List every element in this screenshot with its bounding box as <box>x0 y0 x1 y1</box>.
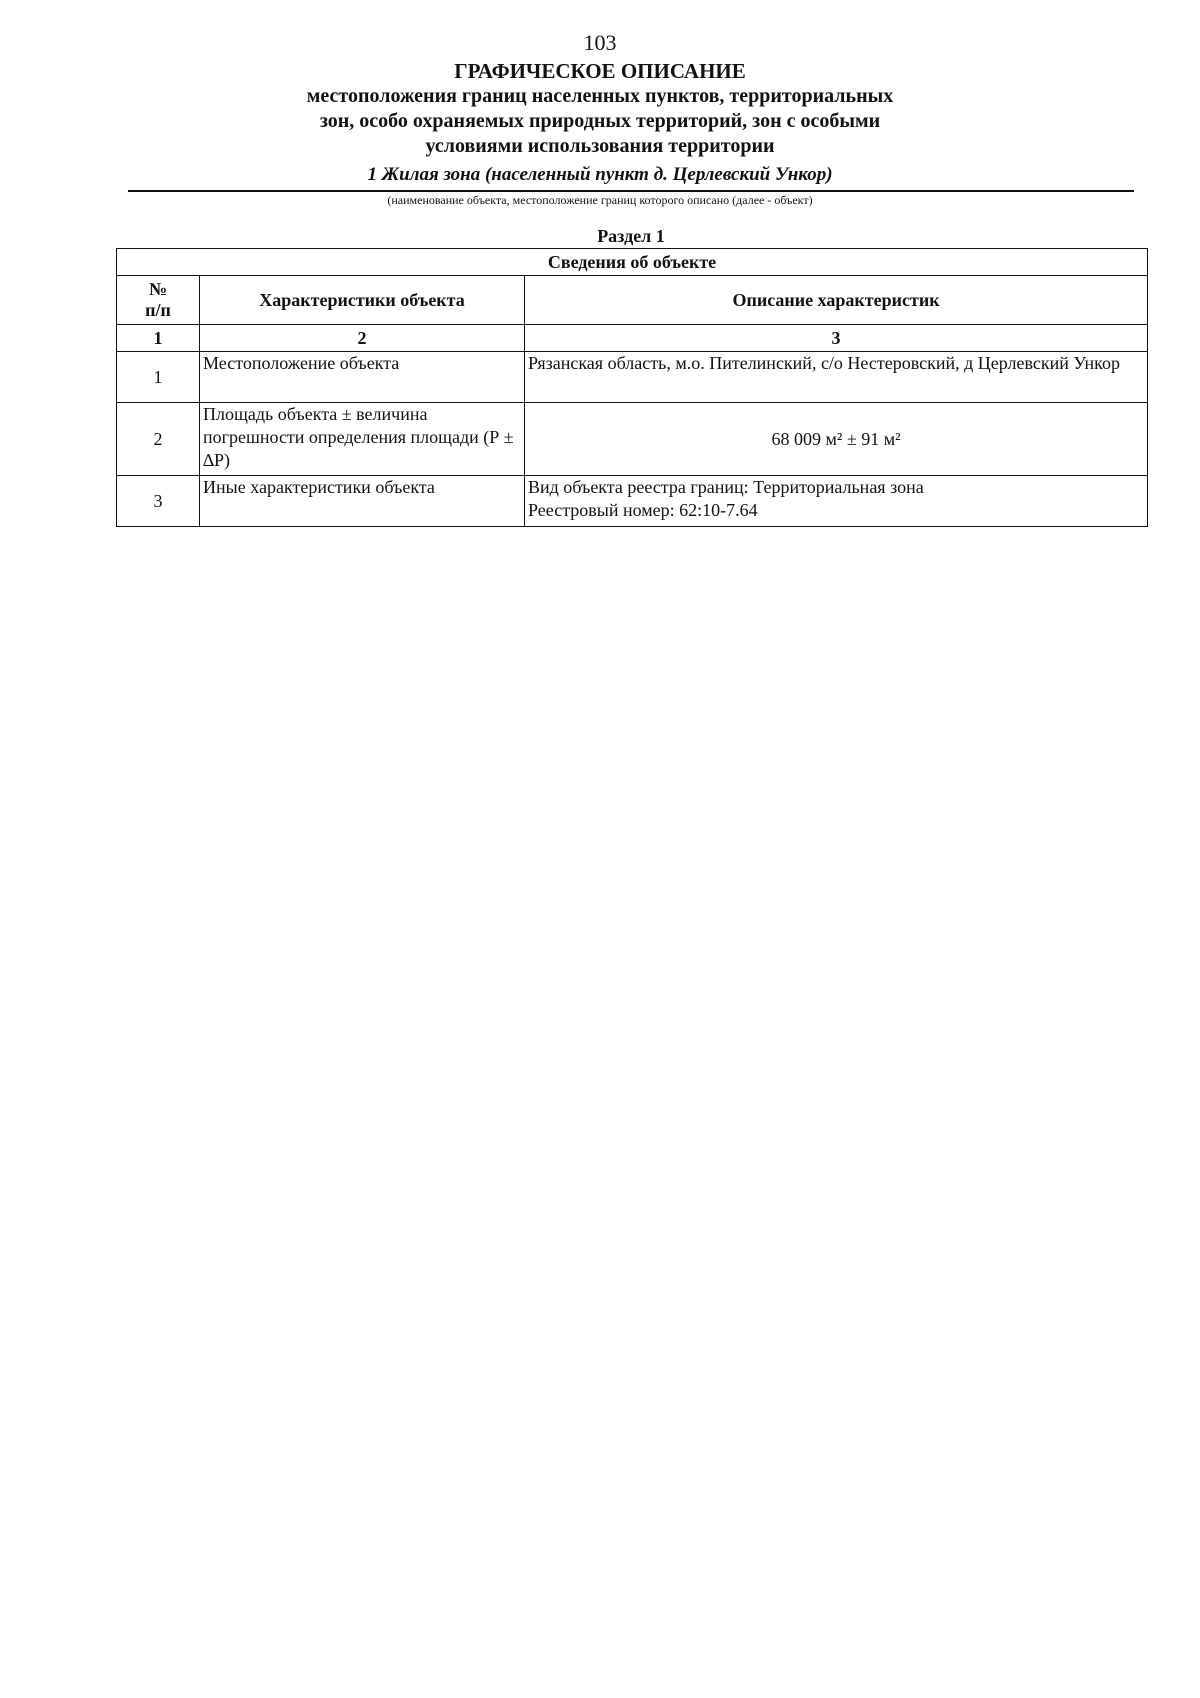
column-number-row <box>117 325 1148 352</box>
header-description: Описание характеристик <box>525 276 1148 325</box>
object-info-table <box>116 248 1148 527</box>
section-label: Раздел 1 <box>597 226 665 246</box>
row-description: Вид объекта реестра границ: Территориальная зона Реестровый номер: 62:10-7.64 <box>525 476 1148 527</box>
table-header-row <box>117 276 1148 325</box>
row-characteristic: Иные характеристики объекта <box>200 476 525 527</box>
table-caption: Сведения об объекте <box>117 249 1148 276</box>
table-row <box>117 476 1148 527</box>
underline-rule <box>128 190 1134 192</box>
row-characteristic: Площадь объекта ± величина погрешности определения площади (Р ± ∆Р) <box>200 403 525 476</box>
row-num: 1 <box>117 352 200 403</box>
row-description: 68 009 м² ± 91 м² <box>525 403 1148 476</box>
header-num: № п/п <box>117 276 200 325</box>
table-row <box>117 403 1148 476</box>
table-row <box>117 352 1148 403</box>
column-number: 1 <box>117 325 200 352</box>
row-num: 2 <box>117 403 200 476</box>
page-number: 103 <box>583 30 617 55</box>
title-line-3: условиями использования территории <box>425 135 775 157</box>
row-characteristic: Местоположение объекта <box>200 352 525 403</box>
column-number: 2 <box>200 325 525 352</box>
header-characteristic: Характеристики объекта <box>200 276 525 325</box>
document-title <box>0 58 1200 159</box>
title-line-1: местоположения границ населенных пунктов, территориальных <box>306 85 894 107</box>
object-name: 1 Жилая зона (населенный пункт д. Церлевский Ункор) <box>367 164 833 185</box>
title-line-2: зон, особо охраняемых природных территорий, зон с особыми <box>319 110 881 132</box>
row-description: Рязанская область, м.о. Пителинский, с/о Нестеровский, д Церлевский Ункор <box>525 352 1148 403</box>
table-caption-row <box>117 249 1148 276</box>
title-main: ГРАФИЧЕСКОЕ ОПИСАНИЕ <box>454 59 746 83</box>
object-caption: (наименование объекта, местоположение границ которого описано (далее - объект) <box>387 193 813 207</box>
column-number: 3 <box>525 325 1148 352</box>
row-num: 3 <box>117 476 200 527</box>
